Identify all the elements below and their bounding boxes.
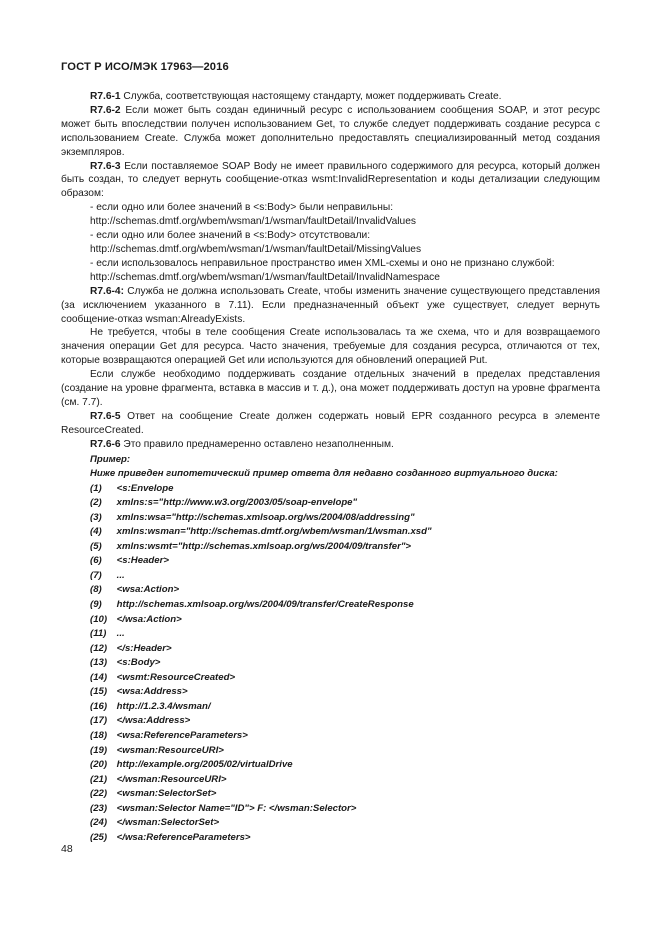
line-number: (3) (90, 511, 102, 523)
paragraph-text: Служба, соответствующая настоящему стандарту, может поддерживать Create. (120, 91, 502, 102)
code-text: </wsman:ResourceURI> (116, 773, 227, 785)
line-number: (4) (90, 526, 102, 538)
code-text: http://example.org/2005/02/virtualDrive (116, 759, 293, 771)
line-number: (13) (90, 657, 108, 669)
paragraph (61, 326, 600, 368)
list-item: - если одно или более значений в <s:Body> отсутствовали: (90, 230, 371, 242)
line-number: (5) (90, 540, 102, 552)
paragraph (61, 285, 600, 327)
line-number: (12) (90, 642, 108, 654)
paragraph-text: Не требуется, чтобы в теле сообщения Create использовалась та же схема, что и для возвращаемого значения операции Get для ресурса. Часто значения, требуемые для создания ресурса, отличаются от тех, которые возвращаются операцией Get или используются для обновлений операцией Put. (61, 327, 600, 367)
line-number: (2) (90, 497, 102, 509)
page-number: 48 (61, 843, 73, 855)
paragraph-text: Это правило преднамеренно оставлено незаполненным. (120, 438, 394, 450)
code-line (61, 598, 600, 613)
code-text: ... (116, 569, 125, 581)
code-line (61, 656, 600, 671)
code-text: xmlns:wsa="http://schemas.xmlsoap.org/ws/2004/08/addressing" (116, 511, 415, 523)
paragraph-text: Если поставляемое SOAP Body не имеет правильного содержимого для ресурса, который должен быть создан, то следует вернуть сообщение-отказ wsmt:InvalidRepresentation и коды детализации следующим образом: (61, 160, 600, 200)
code-line (61, 700, 600, 715)
requirements-section-2 (61, 285, 600, 452)
page-header: ГОСТ Р ИСО/МЭК 17963—2016 (61, 61, 229, 73)
line-number: (19) (90, 744, 108, 756)
paragraph (61, 438, 600, 452)
line-number: (1) (90, 482, 102, 494)
line-number: (20) (90, 759, 108, 771)
line-number: (10) (90, 613, 108, 625)
code-line (61, 482, 600, 497)
example-code (61, 482, 600, 846)
code-text: ... (116, 628, 125, 640)
fault-detail-uri: http://schemas.dmtf.org/wbem/wsman/1/wsman/faultDetail/InvalidNamespace (90, 271, 440, 283)
code-text: <wsman:ResourceURI> (116, 744, 224, 756)
code-text: <wsa:ReferenceParameters> (116, 729, 248, 741)
line-number: (7) (90, 569, 102, 581)
code-line (61, 787, 600, 802)
line-number: (6) (90, 555, 102, 567)
paragraph (61, 410, 600, 438)
paragraph (61, 160, 600, 202)
code-text: http://schemas.xmlsoap.org/ws/2004/09/transfer/CreateResponse (116, 599, 414, 611)
code-text: </wsa:Address> (116, 715, 191, 727)
code-text: <wsmt:ResourceCreated> (116, 671, 236, 683)
code-line (61, 714, 600, 729)
code-line (61, 613, 600, 628)
requirements-section (61, 90, 600, 201)
code-text: <wsman:SelectorSet> (116, 788, 217, 800)
line-number: (9) (90, 599, 102, 611)
paragraph-text: Если может быть создан единичный ресурс с использованием сообщения SOAP, и этот ресурс может быть впоследствии получен использованием Get, то службе следует поддерживать создание ресурса с использованием Create. Служба может дополнительно предоставлять специализированный метод создания экземпляров. (61, 104, 600, 158)
paragraph (61, 368, 600, 410)
code-line (61, 583, 600, 598)
code-text: <s:Header> (116, 555, 169, 567)
paragraph-text: Ответ на сообщение Create должен содержать новый EPR созданного ресурса в элементе ResourceCreated. (61, 410, 600, 436)
paragraph (61, 90, 600, 104)
code-line (61, 773, 600, 788)
code-text: http://1.2.3.4/wsman/ (116, 700, 211, 712)
example-title: Пример: (90, 453, 131, 465)
code-text: <wsman:Selector Name="ID"> F: </wsman:Selector> (116, 802, 357, 814)
code-text: <wsa:Action> (116, 584, 180, 596)
code-text: </wsa:ReferenceParameters> (116, 831, 251, 843)
list-item: - если одно или более значений в <s:Body> были неправильны: (90, 202, 394, 214)
code-text: <s:Envelope (116, 482, 174, 494)
line-number: (22) (90, 788, 108, 800)
line-number: (11) (90, 628, 107, 640)
requirement-label: R7.6-3 (90, 160, 121, 172)
code-text: xmlns:s="http://www.w3.org/2003/05/soap-envelope" (116, 497, 358, 509)
code-text: </s:Header> (116, 642, 172, 654)
code-line (61, 671, 600, 686)
code-line (61, 569, 600, 584)
line-number: (17) (90, 715, 108, 727)
line-number: (24) (90, 817, 108, 829)
code-line (61, 554, 600, 569)
code-line (61, 496, 600, 511)
paragraph-text: Если службе необходимо поддерживать создание отдельных значений в пределах представления (создание на уровне фрагмента, вставка в массив и т. д.), она может поддерживать доступ на уровне фрагмента (см. 7.7). (61, 369, 600, 408)
paragraph-text: Служба не должна использовать Create, чтобы изменить значение существующего представления (за исключением указанного в 7.11). Если предназначенный объект уже существует, следует вернуть сообщение-отказ wsman:AlreadyExists. (61, 285, 600, 325)
list-item: - если использовалось неправильное пространство имен XML-схемы и оно не признано службой: (90, 257, 555, 269)
code-line (61, 685, 600, 700)
fault-detail-list (61, 201, 600, 284)
line-number: (14) (90, 671, 108, 683)
code-text: xmlns:wsman="http://schemas.dmtf.org/wbem/wsman/1/wsman.xsd" (116, 526, 432, 538)
requirement-label: R7.6-4: (90, 285, 124, 297)
code-line (61, 758, 600, 773)
requirement-label: R7.6-2 (90, 104, 121, 116)
requirement-label: R7.6-1 (90, 91, 121, 102)
code-line (61, 729, 600, 744)
code-line (61, 627, 600, 642)
code-line (61, 816, 600, 831)
code-text: <s:Body> (116, 657, 161, 669)
code-text: xmlns:wsmt="http://schemas.xmlsoap.org/ws/2004/09/transfer"> (116, 540, 412, 552)
line-number: (16) (90, 700, 108, 712)
code-line (61, 540, 600, 555)
code-text: </wsman:SelectorSet> (116, 817, 220, 829)
line-number: (15) (90, 686, 108, 698)
line-number: (25) (90, 831, 108, 843)
example-intro: Ниже приведен гипотетический пример ответа для недавно созданного виртуального диска: (90, 468, 558, 480)
line-number: (18) (90, 729, 108, 741)
line-number: (8) (90, 584, 102, 596)
line-number: (21) (90, 773, 108, 785)
line-number: (23) (90, 802, 108, 814)
code-line (61, 525, 600, 540)
fault-detail-uri: http://schemas.dmtf.org/wbem/wsman/1/wsman/faultDetail/InvalidValues (90, 216, 416, 228)
code-line (61, 831, 600, 846)
code-text: </wsa:Action> (116, 613, 182, 625)
code-line (61, 642, 600, 657)
paragraph (61, 104, 600, 160)
code-text: <wsa:Address> (116, 686, 188, 698)
code-line (61, 744, 600, 759)
fault-detail-uri: http://schemas.dmtf.org/wbem/wsman/1/wsman/faultDetail/MissingValues (90, 243, 422, 255)
code-line (61, 511, 600, 526)
requirement-label: R7.6-6 (90, 438, 121, 450)
code-line (61, 802, 600, 817)
document-body (61, 90, 600, 845)
requirement-label: R7.6-5 (90, 410, 121, 422)
